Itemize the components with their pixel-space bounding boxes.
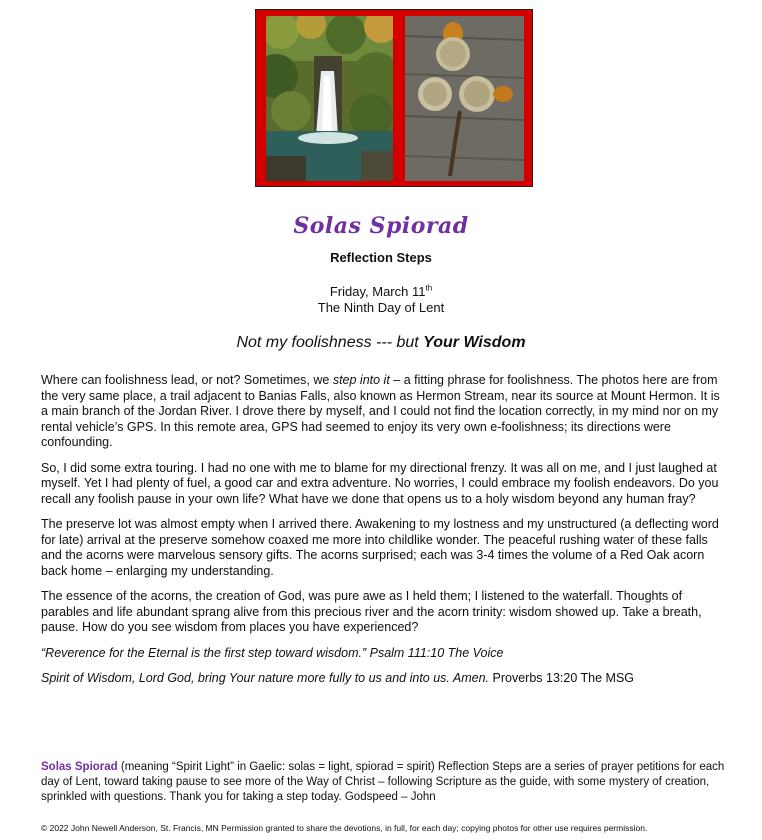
paragraph-1-part-a: Where can foolishness lead, or not? Sometimes, we	[41, 373, 333, 387]
photo-frame	[255, 9, 533, 187]
paragraph-3: The preserve lot was almost empty when I arrived there. Awakening to my lostness and my unstructured (a deflecting word for late) arrival at the preserve somehow coaxed me more into childlike wonder. The peaceful rushing water of these falls and the acorns were marvelous sensory gifts. The acorns surprised; each was 3-4 times the volume of a Red Oak acorn back home – enlarging my understanding.	[41, 517, 719, 578]
paragraph-4: The essence of the acorns, the creation of God, was pure awe as I held them; I listened to the waterfall. Thoughts of parables and life abundant sprang alive from this precious river and the acorn trinity: wisdom showed up. Take a breath, pause. How do you see wisdom from places you have experienced?	[41, 589, 702, 634]
paragraph-1-emphasis: step into it	[332, 373, 390, 387]
theme-emphasis: Your Wisdom	[423, 334, 526, 351]
prayer-text: Spirit of Wisdom, Lord God, bring Your nature more fully to us and into us. Amen.	[41, 671, 490, 685]
copyright-notice: © 2022 John Newell Anderson, St. Francis, MN Permission granted to share the devotions, in full, for each day; copying photos for other use requires permission.	[41, 823, 648, 833]
date-block	[0, 284, 762, 316]
paragraph-2: So, I did some extra touring. I had no one with me to blame for my directional frenzy. It was all on me, and I just laughed at myself. Yet I had plenty of fuel, a good car and extra adventure. No worries, I could embrace my foolish endeavors. Do you recall any foolish pause in your own life? What have we done that opens us to a holy wisdom beyond any human fray?	[41, 460, 719, 506]
paragraph-1	[41, 373, 729, 451]
closing-prayer	[41, 671, 729, 687]
acorns-photo	[405, 16, 524, 181]
date-line: Friday, March 11	[329, 284, 426, 299]
theme-lead: Not my foolishness --- but	[236, 334, 424, 351]
prayer-reference: Proverbs 13:20 The MSG	[489, 671, 635, 685]
page-subtitle: Reflection Steps	[330, 250, 432, 265]
brand-title: Solas Spiorad	[293, 213, 469, 239]
scripture-quote: “Reverence for the Eternal is the first step toward wisdom.” Psalm 111:10 The Voice	[41, 645, 504, 660]
date-ordinal: th	[425, 283, 433, 293]
footer-blurb	[41, 760, 729, 805]
theme-line	[0, 334, 762, 352]
footer-brand: Solas Spiorad	[41, 761, 118, 773]
paragraph-1-part-b: – a fitting phrase for foolishness. The photos here are from the very same place, a trail adjacent to Banias Falls, also known as Hermon Stream, near its source at Mount Hermon. It is a main branch of the Jordan River. I drove there by myself, and I could not find the location correctly, in my mind nor on my rental vehicle’s GPS. In this remote area, GPS had seemed to enjoy its very own e-foolishness; its directions were confounding.	[41, 373, 720, 449]
day-of-lent: The Ninth Day of Lent	[317, 300, 445, 315]
waterfall-photo	[266, 16, 393, 181]
body-text	[41, 373, 729, 697]
footer-text: (meaning “Spirit Light” in Gaelic: solas = light, spiorad = spirit) Reflection Steps are a series of prayer petitions for each day of Lent, toward taking pause to see more of the Way of Christ – following Scripture as the guide, with some mystery of creation, sprinkled with questions. Thank you for taking a step today. Godspeed – John	[41, 761, 725, 803]
